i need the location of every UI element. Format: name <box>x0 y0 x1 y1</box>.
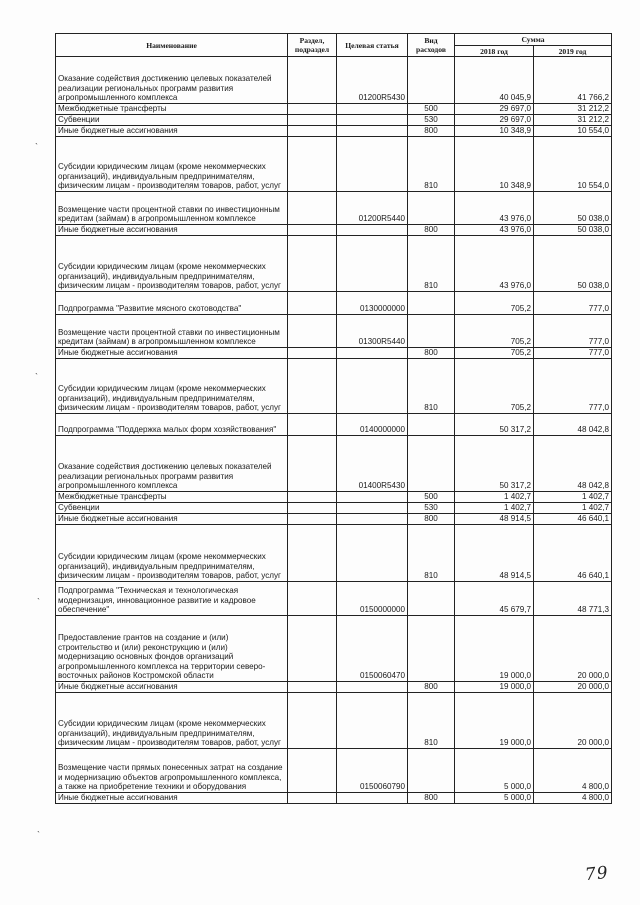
row-expense-type-cell <box>408 749 455 793</box>
row-section-cell <box>288 682 337 693</box>
row-expense-type-cell: 500 <box>408 492 455 503</box>
row-target-cell: 01200R5430 <box>337 57 408 104</box>
row-name-cell: Оказание содействия достижению целевых показателей реализации региональных программ развития агропромышленного комплекса <box>56 57 288 104</box>
row-amount-2018-cell: 29 697,0 <box>455 115 534 126</box>
table-row <box>56 57 612 104</box>
row-amount-2018-cell: 43 976,0 <box>455 236 534 292</box>
row-target-cell <box>337 236 408 292</box>
header-sum: Сумма <box>455 34 612 46</box>
row-section-cell <box>288 225 337 236</box>
row-target-cell <box>337 492 408 503</box>
row-target-cell: 0130000000 <box>337 292 408 315</box>
row-amount-2018-cell: 705,2 <box>455 292 534 315</box>
row-name-cell: Предоставление грантов на создание и (или) строительство и (или) реконструкцию и (или) модернизацию основных фондов организаций агропромышленного комплекса на территории северо-восточных районов Костромской области <box>56 616 288 682</box>
row-name-cell: Межбюджетные трансферты <box>56 104 288 115</box>
row-target-cell: 01200R5440 <box>337 192 408 225</box>
row-target-cell <box>337 359 408 414</box>
row-name-cell: Подпрограмма "Техническая и технологическая модернизация, инновационное развитие и кадровое обеспечение" <box>56 582 288 616</box>
row-amount-2019-cell: 41 766,2 <box>534 57 612 104</box>
row-expense-type-cell: 800 <box>408 682 455 693</box>
row-amount-2019-cell: 50 038,0 <box>534 236 612 292</box>
row-target-cell <box>337 525 408 582</box>
row-name-cell: Иные бюджетные ассигнования <box>56 348 288 359</box>
row-expense-type-cell <box>408 582 455 616</box>
row-name-cell: Субвенции <box>56 503 288 514</box>
table-row <box>56 292 612 315</box>
scan-mark: ` <box>37 597 40 607</box>
row-name-cell: Субсидии юридическим лицам (кроме некоммерческих организаций), индивидуальным предпринимателям, физическим лицам - производителям товаров, работ, услуг <box>56 693 288 749</box>
row-section-cell <box>288 292 337 315</box>
row-section-cell <box>288 104 337 115</box>
row-expense-type-cell: 530 <box>408 503 455 514</box>
scan-mark: ` <box>35 372 38 382</box>
row-target-cell <box>337 115 408 126</box>
row-section-cell <box>288 514 337 525</box>
row-amount-2019-cell: 777,0 <box>534 359 612 414</box>
row-section-cell <box>288 436 337 492</box>
table-row <box>56 436 612 492</box>
row-section-cell <box>288 115 337 126</box>
row-section-cell <box>288 793 337 804</box>
row-name-cell: Иные бюджетные ассигнования <box>56 682 288 693</box>
row-target-cell: 0150060790 <box>337 749 408 793</box>
row-amount-2019-cell: 31 212,2 <box>534 115 612 126</box>
header-year-2018: 2018 год <box>455 46 534 57</box>
row-target-cell <box>337 126 408 137</box>
table-row <box>56 236 612 292</box>
row-section-cell <box>288 693 337 749</box>
row-amount-2019-cell: 777,0 <box>534 348 612 359</box>
row-amount-2019-cell: 20 000,0 <box>534 616 612 682</box>
row-expense-type-cell: 800 <box>408 514 455 525</box>
row-target-cell: 0150000000 <box>337 582 408 616</box>
row-name-cell: Возмещение части прямых понесенных затрат на создание и модернизацию объектов агропромышленного комплекса, а также на приобретение техники и оборудования <box>56 749 288 793</box>
row-amount-2019-cell: 20 000,0 <box>534 693 612 749</box>
table-row <box>56 693 612 749</box>
row-section-cell <box>288 414 337 436</box>
row-name-cell: Иные бюджетные ассигнования <box>56 793 288 804</box>
table-row <box>56 359 612 414</box>
table-row <box>56 525 612 582</box>
row-amount-2019-cell: 4 800,0 <box>534 749 612 793</box>
row-name-cell: Возмещение части процентной ставки по инвестиционным кредитам (займам) в агропромышленном комплексе <box>56 315 288 348</box>
header-target: Целевая статья <box>337 34 408 57</box>
row-section-cell <box>288 57 337 104</box>
row-amount-2019-cell: 48 771,3 <box>534 582 612 616</box>
row-target-cell: 0150060470 <box>337 616 408 682</box>
row-amount-2018-cell: 29 697,0 <box>455 104 534 115</box>
row-name-cell: Подпрограмма "Развитие мясного скотоводства" <box>56 292 288 315</box>
table-header <box>56 34 612 57</box>
row-amount-2019-cell: 4 800,0 <box>534 793 612 804</box>
row-target-cell <box>337 137 408 192</box>
row-amount-2018-cell: 10 348,9 <box>455 126 534 137</box>
row-expense-type-cell: 800 <box>408 793 455 804</box>
row-expense-type-cell <box>408 315 455 348</box>
row-target-cell <box>337 793 408 804</box>
row-expense-type-cell: 810 <box>408 359 455 414</box>
row-name-cell: Субвенции <box>56 115 288 126</box>
header-year-2019: 2019 год <box>534 46 612 57</box>
table-row <box>56 137 612 192</box>
row-name-cell: Субсидии юридическим лицам (кроме некоммерческих организаций), индивидуальным предпринимателям, физическим лицам - производителям товаров, работ, услуг <box>56 359 288 414</box>
header-expense-type: Вид расходов <box>408 34 455 57</box>
row-section-cell <box>288 616 337 682</box>
row-target-cell <box>337 225 408 236</box>
row-section-cell <box>288 359 337 414</box>
row-target-cell: 01300R5440 <box>337 315 408 348</box>
row-amount-2018-cell: 5 000,0 <box>455 793 534 804</box>
row-name-cell: Возмещение части процентной ставки по инвестиционным кредитам (займам) в агропромышленном комплексе <box>56 192 288 225</box>
table-row <box>56 126 612 137</box>
row-amount-2018-cell: 705,2 <box>455 315 534 348</box>
row-expense-type-cell: 810 <box>408 236 455 292</box>
row-amount-2018-cell: 705,2 <box>455 348 534 359</box>
row-amount-2018-cell: 1 402,7 <box>455 503 534 514</box>
row-amount-2018-cell: 45 679,7 <box>455 582 534 616</box>
row-name-cell: Субсидии юридическим лицам (кроме некоммерческих организаций), индивидуальным предпринимателям, физическим лицам - производителям товаров, работ, услуг <box>56 137 288 192</box>
row-amount-2019-cell: 1 402,7 <box>534 492 612 503</box>
row-name-cell: Иные бюджетные ассигнования <box>56 225 288 236</box>
row-name-cell: Иные бюджетные ассигнования <box>56 514 288 525</box>
row-amount-2018-cell: 43 976,0 <box>455 225 534 236</box>
table-row <box>56 115 612 126</box>
row-name-cell: Субсидии юридическим лицам (кроме некоммерческих организаций), индивидуальным предпринимателям, физическим лицам - производителям товаров, работ, услуг <box>56 236 288 292</box>
row-target-cell <box>337 682 408 693</box>
row-section-cell <box>288 492 337 503</box>
row-target-cell <box>337 514 408 525</box>
row-amount-2018-cell: 48 914,5 <box>455 525 534 582</box>
row-section-cell <box>288 503 337 514</box>
row-target-cell <box>337 503 408 514</box>
row-amount-2019-cell: 10 554,0 <box>534 126 612 137</box>
row-amount-2019-cell: 20 000,0 <box>534 682 612 693</box>
row-expense-type-cell: 500 <box>408 104 455 115</box>
page-number: 79 <box>584 862 610 886</box>
row-expense-type-cell <box>408 192 455 225</box>
row-target-cell: 01400R5430 <box>337 436 408 492</box>
row-section-cell <box>288 348 337 359</box>
row-target-cell: 0140000000 <box>337 414 408 436</box>
row-amount-2019-cell: 46 640,1 <box>534 525 612 582</box>
table-row <box>56 582 612 616</box>
row-amount-2018-cell: 48 914,5 <box>455 514 534 525</box>
budget-table <box>55 33 612 804</box>
row-amount-2019-cell: 48 042,8 <box>534 414 612 436</box>
table-row <box>56 793 612 804</box>
row-amount-2018-cell: 50 317,2 <box>455 414 534 436</box>
header-name: Наименование <box>56 34 288 57</box>
row-section-cell <box>288 315 337 348</box>
row-amount-2019-cell: 1 402,7 <box>534 503 612 514</box>
table-row <box>56 749 612 793</box>
scan-mark: ` <box>37 830 40 840</box>
row-name-cell: Иные бюджетные ассигнования <box>56 126 288 137</box>
row-section-cell <box>288 236 337 292</box>
row-section-cell <box>288 192 337 225</box>
row-name-cell: Оказание содействия достижению целевых показателей реализации региональных программ развития агропромышленного комплекса <box>56 436 288 492</box>
row-amount-2019-cell: 48 042,8 <box>534 436 612 492</box>
row-target-cell <box>337 348 408 359</box>
row-amount-2018-cell: 43 976,0 <box>455 192 534 225</box>
table-row <box>56 616 612 682</box>
row-amount-2019-cell: 10 554,0 <box>534 137 612 192</box>
row-amount-2018-cell: 5 000,0 <box>455 749 534 793</box>
row-name-cell: Субсидии юридическим лицам (кроме некоммерческих организаций), индивидуальным предпринимателям, физическим лицам - производителям товаров, работ, услуг <box>56 525 288 582</box>
row-amount-2018-cell: 705,2 <box>455 359 534 414</box>
scan-mark: ` <box>35 142 38 152</box>
table-row <box>56 514 612 525</box>
row-expense-type-cell <box>408 292 455 315</box>
row-amount-2018-cell: 40 045,9 <box>455 57 534 104</box>
row-amount-2018-cell: 19 000,0 <box>455 682 534 693</box>
row-amount-2019-cell: 777,0 <box>534 315 612 348</box>
table-row <box>56 315 612 348</box>
table-row <box>56 348 612 359</box>
row-expense-type-cell <box>408 57 455 104</box>
row-amount-2019-cell: 50 038,0 <box>534 192 612 225</box>
row-section-cell <box>288 525 337 582</box>
row-expense-type-cell <box>408 414 455 436</box>
table-row <box>56 104 612 115</box>
row-name-cell: Межбюджетные трансферты <box>56 492 288 503</box>
row-expense-type-cell: 530 <box>408 115 455 126</box>
row-expense-type-cell: 800 <box>408 126 455 137</box>
row-amount-2019-cell: 50 038,0 <box>534 225 612 236</box>
row-expense-type-cell: 810 <box>408 525 455 582</box>
row-expense-type-cell: 800 <box>408 348 455 359</box>
row-amount-2018-cell: 19 000,0 <box>455 693 534 749</box>
table-row <box>56 225 612 236</box>
row-target-cell <box>337 104 408 115</box>
row-amount-2018-cell: 1 402,7 <box>455 492 534 503</box>
row-amount-2018-cell: 19 000,0 <box>455 616 534 682</box>
row-amount-2019-cell: 31 212,2 <box>534 104 612 115</box>
row-section-cell <box>288 126 337 137</box>
table-body <box>56 57 612 804</box>
row-expense-type-cell: 810 <box>408 693 455 749</box>
row-amount-2019-cell: 777,0 <box>534 292 612 315</box>
table-row <box>56 414 612 436</box>
header-section: Раздел, подраздел <box>288 34 337 57</box>
row-target-cell <box>337 693 408 749</box>
row-expense-type-cell <box>408 436 455 492</box>
row-expense-type-cell <box>408 616 455 682</box>
row-section-cell <box>288 137 337 192</box>
table-row <box>56 492 612 503</box>
row-amount-2019-cell: 46 640,1 <box>534 514 612 525</box>
row-section-cell <box>288 582 337 616</box>
table-row <box>56 682 612 693</box>
table-row <box>56 192 612 225</box>
row-expense-type-cell: 800 <box>408 225 455 236</box>
row-amount-2018-cell: 10 348,9 <box>455 137 534 192</box>
table-row <box>56 503 612 514</box>
row-expense-type-cell: 810 <box>408 137 455 192</box>
row-name-cell: Подпрограмма "Поддержка малых форм хозяйствования" <box>56 414 288 436</box>
row-amount-2018-cell: 50 317,2 <box>455 436 534 492</box>
row-section-cell <box>288 749 337 793</box>
